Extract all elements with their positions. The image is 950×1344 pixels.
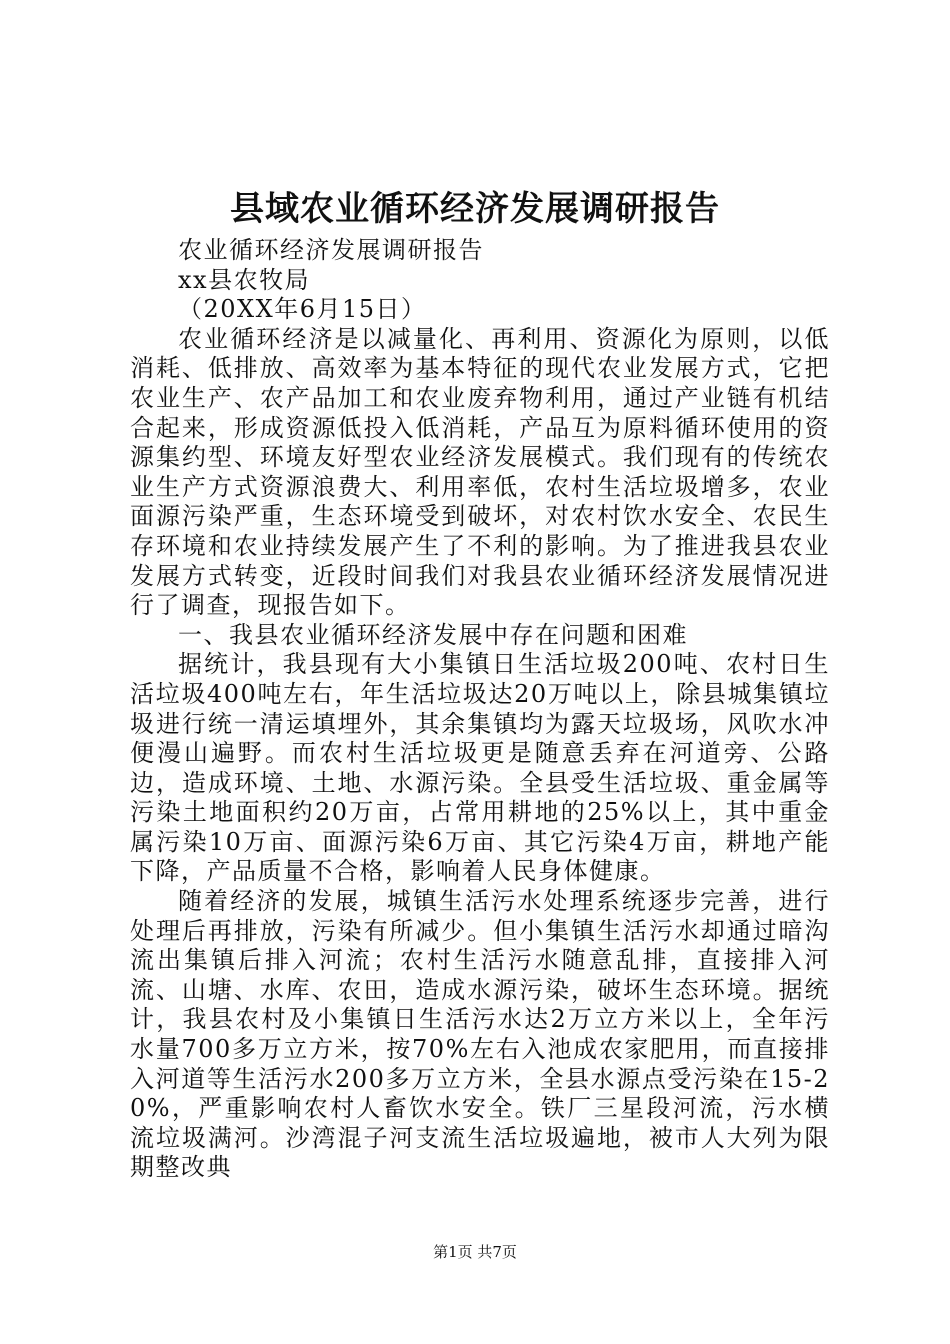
page-footer: 第1页 共7页 — [433, 1243, 517, 1261]
document-body — [130, 236, 830, 1183]
paragraph-sewage: 随着经济的发展，城镇生活污水处理系统逐步完善，进行处理后再排放，污染有所减少。但小集镇生活污水却通过暗沟流出集镇后排入河流；农村生活污水随意乱排，直接排入河流、山塘、水库、农田，造成水源污染，破坏生态环境。据统计，我县农村及小集镇日生活污水达2万立方米以上，全年污水量700多万立方米，按70%左右入池成农家肥用，而直接排入河道等生活污水200多万立方米，全县水源点受污染在15-20%，严重影响农村人畜饮水安全。铁厂三星段河流，污水横流垃圾满河。沙湾混子河支流生活垃圾遍地，被市人大列为限期整改典 — [130, 887, 830, 1182]
report-date: （20XX年6月15日） — [178, 295, 427, 324]
document-title: 县域农业循环经济发展调研报告 — [230, 189, 720, 229]
section-heading-1: 一、我县农业循环经济发展中存在问题和困难 — [178, 620, 688, 649]
paragraph-garbage: 据统计，我县现有大小集镇日生活垃圾200吨、农村日生活垃圾400吨左右，年生活垃圾达20万吨以上，除县城集镇垃圾进行统一清运填埋外，其余集镇均为露天垃圾场，风吹水冲便漫山遍野。而农村生活垃圾更是随意丢弃在河道旁、公路边，造成环境、土地、水源污染。全县受生活垃圾、重金属等污染土地面积约20万亩，占常用耕地的25%以上，其中重金属污染10万亩、面源污染6万亩、其它污染4万亩，耕地产能下降，产品质量不合格，影响着人民身体健康。 — [130, 650, 830, 886]
paragraph-intro: 农业循环经济是以减量化、再利用、资源化为原则，以低消耗、低排放、高效率为基本特征的现代农业发展方式，它把农业生产、农产品加工和农业废弃物利用，通过产业链有机结合起来，形成资源低投入低消耗，产品互为原料循环使用的资源集约型、环境友好型农业经济发展模式。我们现有的传统农业生产方式资源浪费大、利用率低，农村生活垃圾增多，农业面源污染严重，生态环境受到破坏，对农村饮水安全、农民生存环境和农业持续发展产生了不利的影响。为了推进我县农业发展方式转变，近段时间我们对我县农业循环经济发展情况进行了调查，现报告如下。 — [130, 324, 830, 620]
report-subtitle: 农业循环经济发展调研报告 — [178, 236, 484, 264]
report-author: xx县农牧局 — [178, 265, 311, 294]
